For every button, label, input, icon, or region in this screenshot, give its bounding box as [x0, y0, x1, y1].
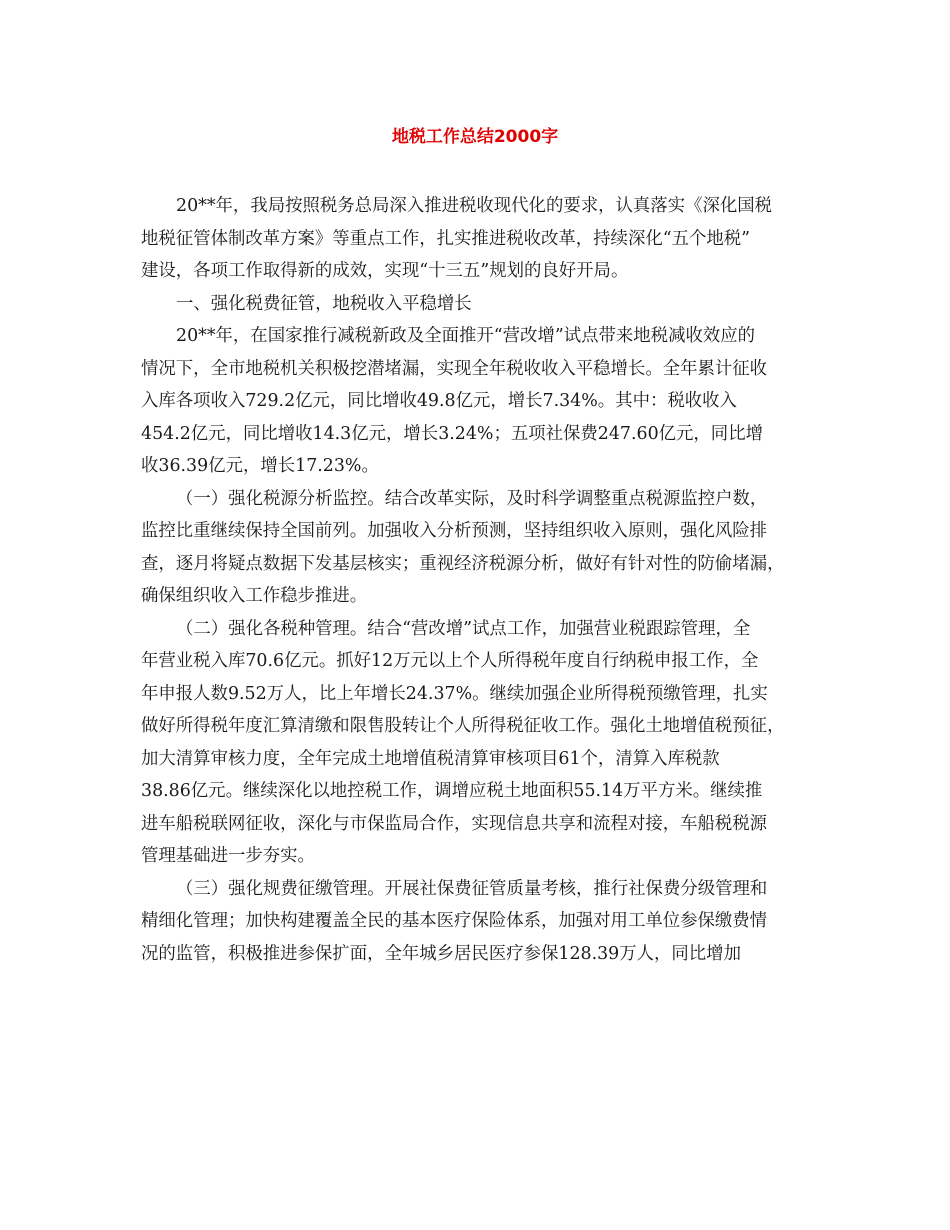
text-line: 精细化管理；加快构建覆盖全民的基本医疗保险体系，加强对用工单位参保缴费情	[141, 911, 768, 931]
text-line: 进车船税联网征收，深化与市保监局合作，实现信息共享和流程对接，车船税税源	[141, 813, 768, 834]
text-line: 入库各项收入729.2亿元，同比增收49.8亿元，增长7.34%。其中：税收收入	[141, 391, 737, 411]
text-line: 一、强化税费征管，地税收入平稳增长	[176, 293, 472, 314]
text-line: 确保组织收入工作稳步推进。	[141, 586, 368, 606]
document-title: 地税工作总结2000字	[391, 127, 559, 147]
document-body	[141, 190, 809, 970]
text-line: 年申报人数9.52万人，比上年增长24.37%。继续加强企业所得税预缴管理，扎实	[141, 683, 768, 704]
text-line: （一）强化税源分析监控。结合改革实际，及时科学调整重点税源监控户数，	[176, 488, 768, 509]
text-line: 况的监管，积极推进参保扩面，全年城乡居民医疗参保128.39万人，同比增加	[141, 943, 741, 964]
text-line: 年营业税入库70.6亿元。抓好12万元以上个人所得税年度自行纳税申报工作，全	[141, 651, 759, 671]
text-line: 监控比重继续保持全国前列。加强收入分析预测，坚持组织收入原则，强化风险排	[141, 521, 768, 541]
text-line: 38.86亿元。继续深化以地控税工作，调增应税土地面积55.14万平方米。继续推	[141, 781, 763, 801]
text-line: 管理基础进一步夯实。	[141, 846, 315, 866]
text-line: 情况下，全市地税机关积极挖潜堵漏，实现全年税收收入平稳增长。全年累计征收	[141, 358, 768, 379]
text-line: 20**年，我局按照税务总局深入推进税收现代化的要求，认真落实《深化国税	[176, 196, 773, 216]
text-line: 建设，各项工作取得新的成效，实现“十三五”规划的良好开局。	[141, 261, 629, 281]
text-line: 地税征管体制改革方案》等重点工作，扎实推进税收改革，持续深化“五个地税”	[141, 228, 751, 249]
text-line: （三）强化规费征缴管理。开展社保费征管质量考核，推行社保费分级管理和	[176, 878, 768, 899]
text-line: 收36.39亿元，增长17.23%。	[141, 456, 379, 476]
text-line: 20**年，在国家推行减税新政及全面推开“营改增”试点带来地税减收效应的	[176, 326, 756, 346]
text-line: 做好所得税年度汇算清缴和限售股转让个人所得税征收工作。强化土地增值税预征，	[141, 716, 785, 736]
text-line: （二）强化各税种管理。结合“营改增”试点工作，加强营业税跟踪管理，全	[176, 618, 751, 639]
text-line: 查，逐月将疑点数据下发基层核实；重视经济税源分析，做好有针对性的防偷堵漏，	[141, 553, 785, 574]
text-line: 454.2亿元，同比增收14.3亿元，增长3.24%；五项社保费247.60亿元，同比增	[141, 423, 763, 444]
text-line: 加大清算审核力度，全年完成土地增值税清算审核项目61个，清算入库税款	[141, 748, 720, 769]
